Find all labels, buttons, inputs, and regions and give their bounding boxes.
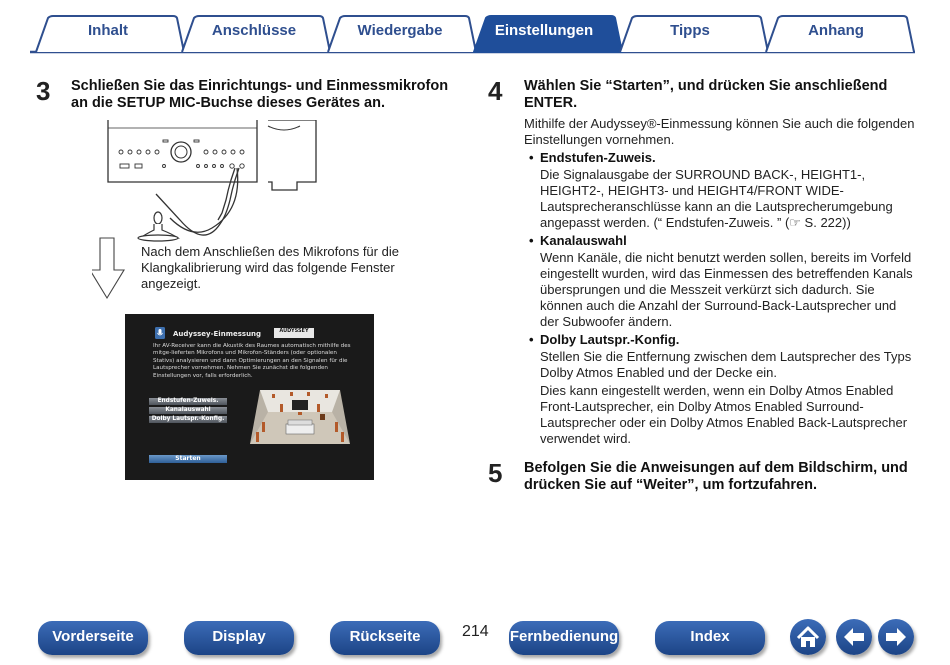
page-number: 214 [462, 623, 489, 640]
tab-anschluesse[interactable]: Anschlüsse [211, 22, 297, 39]
step-heading: an die SETUP MIC-Buchse dieses Gerätes an. [71, 95, 386, 111]
back-button[interactable] [836, 619, 872, 655]
intro-text: Einstellungen vornehmen. [524, 132, 675, 147]
menu-item-kanalauswahl[interactable]: Kanalauswahl [149, 407, 227, 414]
bullet-text: Lautsprecheranschlüsse kann an die Lautsprecherumgebung [540, 199, 893, 214]
audyssey-logo: AUDYSSEY [274, 328, 314, 338]
bullet-title: • Dolby Lautspr.-Konfig. [540, 332, 679, 347]
arrow-right-icon [878, 619, 914, 655]
figure-caption: Klangkalibrierung wird das folgende Fenster [141, 260, 395, 275]
nav-button-display[interactable]: Display [184, 621, 294, 655]
start-button[interactable]: Starten [149, 455, 227, 463]
step-heading: Wählen Sie “Starten”, und drücken Sie anschließend [524, 78, 888, 94]
home-icon [790, 619, 826, 655]
bullet-text: Die Signalausgabe der SURROUND BACK-, HEIGHT1-, [540, 167, 866, 182]
menu-item-endstufen-zuweis[interactable]: Endstufen-Zuweis. [149, 398, 227, 405]
step-heading: Schließen Sie das Einrichtungs- und Einmessmikrofon [71, 78, 449, 94]
room-speaker-illustration [250, 382, 350, 454]
step-number: 4 [488, 76, 503, 106]
bullet-title: • Endstufen-Zuweis. [540, 150, 656, 165]
forward-button[interactable] [878, 619, 914, 655]
bullet-title: • Kanalauswahl [540, 233, 627, 248]
screen-title: Audyssey-Einmessung [173, 330, 262, 338]
bullet-text: angepasst werden. (“ Endstufen-Zuweis. ” (☞ S. 222)) [540, 215, 851, 230]
step-heading: ENTER. [524, 95, 578, 111]
tab-inhalt[interactable]: Inhalt [88, 22, 128, 39]
bullet-text: verwendet wird. [540, 431, 632, 446]
nav-button-index[interactable]: Index [655, 621, 765, 655]
bullet-text: eingestellt wurden, wird das Einmessen des betreffenden Kanals [540, 266, 913, 281]
intro-text: Mithilfe der Audyssey®-Einmessung können Sie auch die folgenden [524, 116, 915, 131]
step-number: 3 [36, 76, 51, 106]
bullet-text: Front-Lautsprecher, ein Dolby Atmos Enabled Surround- [540, 399, 864, 414]
bullet-text: können auch die Anzahl der Surround-Back-Lautsprecher und [540, 298, 897, 313]
bullet-text: Wenn Kanäle, die nicht benutzt werden sollen, bereits im Vorfeld [540, 250, 912, 265]
home-button[interactable] [790, 619, 826, 655]
nav-button-fernbedienung[interactable]: Fernbedienung [509, 621, 619, 655]
bullet-text: der Subwoofer ändern. [540, 314, 673, 329]
nav-button-rueckseite[interactable]: Rückseite [330, 621, 440, 655]
tab-tipps[interactable]: Tipps [670, 22, 710, 39]
bullet-text: Lautsprecher oder ein Dolby Atmos Enabled Back-Lautsprecher [540, 415, 908, 430]
step-heading: Befolgen Sie die Anweisungen auf dem Bildschirm, und [524, 460, 908, 476]
bullet-text: Stellen Sie die Entfernung zwischen dem Lautsprecher des Typs [540, 349, 912, 364]
figure-caption: angezeigt. [141, 276, 201, 291]
bullet-text: Dolby Atmos Enabled und der Decke ein. [540, 365, 778, 380]
screen-description: Ihr AV-Receiver kann die Akustik des Raumes automatisch mithilfe des mitge-lieferten Mikrofons und Mikrofon-Ständers (oder optionalen Stativs) analysieren und dann Optimierungen an den Signalen für die Lautsprecher vornehmen. Nehmen Sie zunächst die folgenden Einstellungen vor, falls erforderlich. [153, 343, 351, 379]
bullet-text: HEIGHT2-, HEIGHT3- und HEIGHT4/FRONT WIDE- [540, 183, 844, 198]
bullet-text: übersprungen und die Messzeit verkürzt sich dadurch. Sie [540, 282, 875, 297]
audyssey-setup-screen [125, 314, 374, 480]
step-number: 5 [488, 458, 503, 488]
step-heading: drücken Sie auf “Weiter”, um fortzufahren. [524, 477, 818, 493]
tab-wiedergabe[interactable]: Wiedergabe [357, 22, 443, 39]
microphone-icon [155, 327, 165, 339]
arrow-left-icon [836, 619, 872, 655]
figure-caption: Nach dem Anschließen des Mikrofons für die [141, 244, 399, 259]
nav-button-vorderseite[interactable]: Vorderseite [38, 621, 148, 655]
bullet-text: Dies kann eingestellt werden, wenn ein Dolby Atmos Enabled [540, 383, 894, 398]
tab-anhang[interactable]: Anhang [808, 22, 864, 39]
tab-einstellungen[interactable]: Einstellungen [494, 22, 594, 39]
menu-item-dolby-config[interactable]: Dolby Lautspr.-Konfig. [149, 416, 227, 423]
